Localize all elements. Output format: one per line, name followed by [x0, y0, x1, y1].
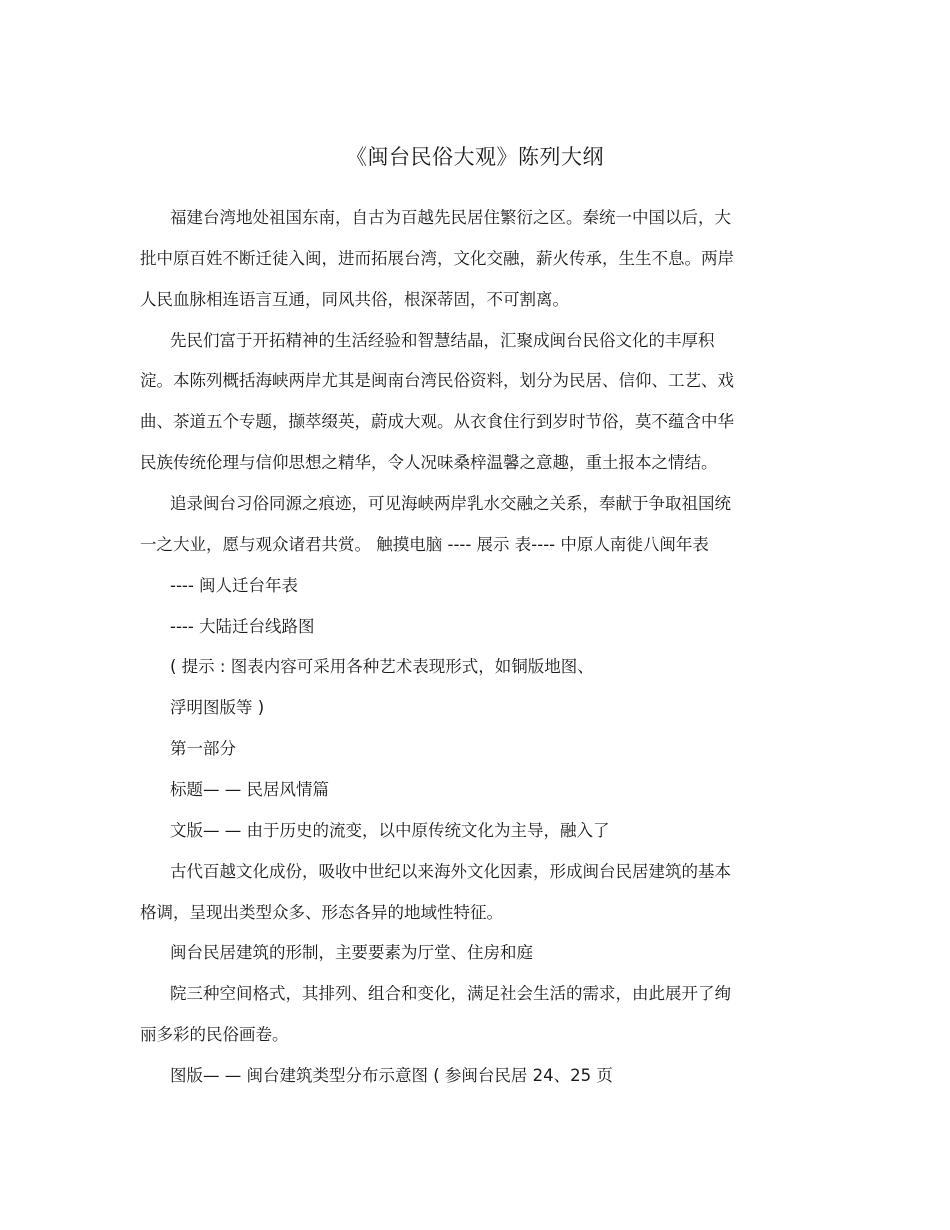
note-line: 浮明图版等 ): [170, 698, 265, 717]
note-line: ( 提示 : 图表内容可采用各种艺术表现形式，如铜版地图、: [170, 657, 594, 676]
section-heading: 第一部分: [170, 739, 236, 758]
paragraph-line: 先民们富于开拓精神的生活经验和智慧结晶，汇聚成闽台民俗文化的丰厚积: [170, 331, 715, 350]
paragraph-line: 民族传统伦理与信仰思想之精华，令人况味桑梓温馨之意趣，重土报本之情结。: [140, 453, 718, 472]
paragraph-line: 一之大业，愿与观众诸君共赏。 触摸电脑 ---- 展示 表---- 中原人南徙八闽年表: [140, 535, 709, 554]
paragraph-line: 福建台湾地处祖国东南，自古为百越先民居住繁衍之区。秦统一中国以后，大: [170, 208, 731, 227]
plate-line: 图版— — 闽台建筑类型分布示意图 ( 参闽台民居 24、25 页: [170, 1066, 613, 1085]
section-title-line: 标题— — 民居风情篇: [170, 780, 329, 799]
list-line: ---- 闽人迁台年表: [170, 576, 299, 595]
paragraph-line: 淀。本陈列概括海峡两岸尤其是闽南台湾民俗资料，划分为民居、信仰、工艺、戏: [140, 371, 734, 390]
document-title: 《闽台民俗大观》陈列大纲: [346, 145, 604, 169]
paragraph-line: 人民血脉相连语言互通，同风共俗，根深蒂固，不可割离。: [140, 290, 569, 309]
paragraph-line: 丽多彩的民俗画卷。: [140, 1025, 289, 1044]
paragraph-line: 院三种空间格式，其排列、组合和变化，满足社会生活的需求，由此展开了绚: [170, 984, 731, 1003]
paragraph-line: 曲、茶道五个专题，撷萃缀英，蔚成大观。从衣食住行到岁时节俗，莫不蕴含中华: [140, 412, 734, 431]
paragraph-line: 文版— — 由于历史的流变，以中原传统文化为主导，融入了: [170, 821, 610, 840]
paragraph-line: 闽台民居建筑的形制，主要要素为厅堂、住房和庭: [170, 943, 533, 962]
paragraph-line: 追录闽台习俗同源之痕迹，可见海峡两岸乳水交融之关系，奉献于争取祖国统: [170, 494, 731, 513]
paragraph-line: 古代百越文化成份，吸收中世纪以来海外文化因素，形成闽台民居建筑的基本: [170, 862, 731, 881]
paragraph-line: 批中原百姓不断迁徒入闽，进而拓展台湾，文化交融，薪火传承，生生不息。两岸: [140, 249, 734, 268]
list-line: ---- 大陆迁台线路图: [170, 617, 315, 636]
paragraph-line: 格调，呈现出类型众多、形态各异的地域性特征。: [140, 903, 503, 922]
